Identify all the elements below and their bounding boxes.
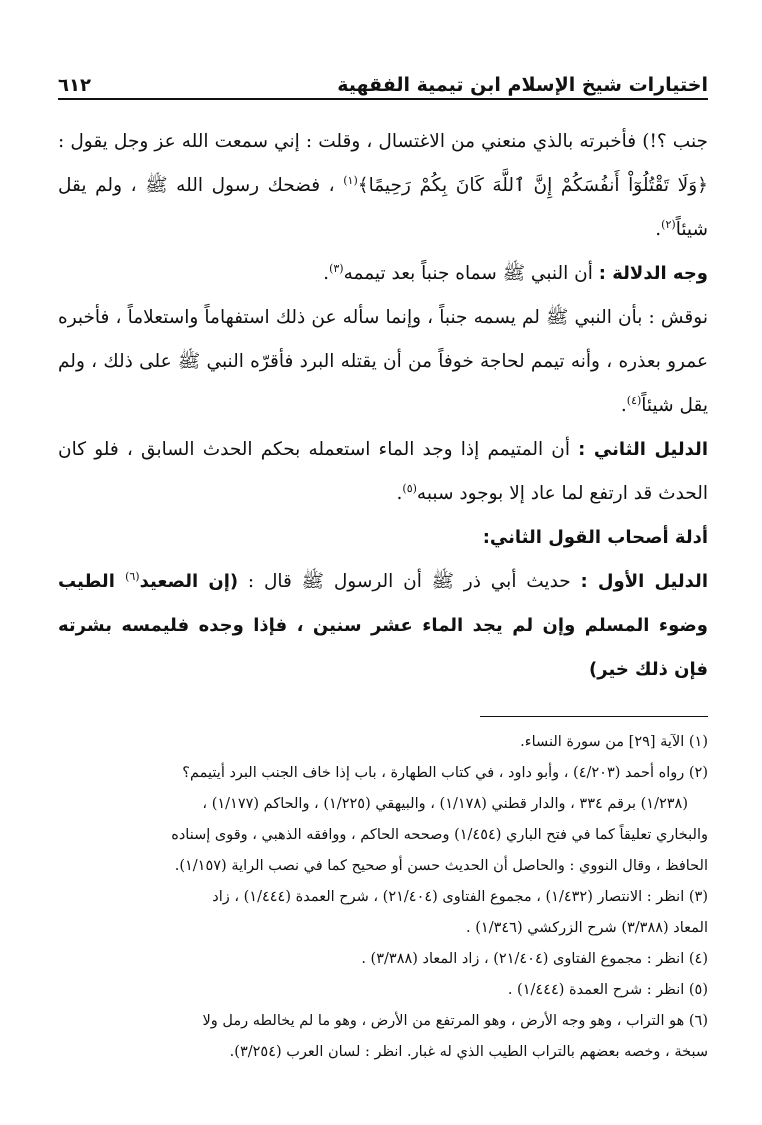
footnote-2-cont: الحافظ ، وقال النووي : والحاصل أن الحديث حسن أو صحيح كما في نصب الراية (١/١٥٧). xyxy=(174,858,708,874)
footnotes xyxy=(58,727,708,1068)
footnote-4: (٤) انظر : مجموع الفتاوى (٢١/٤٠٤) ، زاد المعاد (٣/٣٨٨) . xyxy=(361,951,708,967)
footnote-ref-2: (٢) xyxy=(661,217,676,231)
footnote-separator xyxy=(480,716,708,727)
footnote-6-cont: سبخة ، وخصه بعضهم بالتراب الطيب الذي له غبار. انظر : لسان العرب (٣/٢٥٤). xyxy=(229,1044,708,1060)
paragraph-first-proof xyxy=(58,560,708,692)
footnote-1: (١) الآية [٢٩] من سورة النساء. xyxy=(520,734,708,750)
paragraph-second-proof xyxy=(58,428,708,516)
label-first-proof: الدليل الأول : xyxy=(580,571,708,592)
label-second-proof: الدليل الثاني : xyxy=(578,439,708,460)
hadith-quote: (إن الصعيد xyxy=(139,571,239,592)
text-run: . xyxy=(655,219,662,240)
text-run: . xyxy=(620,395,627,416)
text-run: . xyxy=(396,483,403,504)
footnote-2: (٢) رواه أحمد (٤/٢٠٣) ، وأبو داود ، في كتاب الطهارة ، باب إذا خاف الجنب البرد أيتيمم؟ xyxy=(182,765,708,781)
footnote-ref-6: (٦) xyxy=(125,569,140,583)
footnote-ref-5: (٥) xyxy=(402,481,417,495)
text-run: ، فضحك رسول الله ﷺ ، ولم يقل شيئاً xyxy=(58,175,708,240)
section-heading: أدلة أصحاب القول الثاني: xyxy=(482,527,708,548)
paragraph-discussion xyxy=(58,296,708,428)
quran-verse: ﴿وَلَا تَقْتُلُوٓاْ أَنفُسَكُمْ إِنَّ ٱللَّهَ كَانَ بِكُمْ رَحِيمًا﴾ xyxy=(357,175,708,196)
text-run: حديث أبي ذر ﷺ أن الرسول ﷺ قال : xyxy=(238,571,581,592)
text-run: أن المتيمم إذا وجد الماء استعمله بحكم الحدث السابق ، فلو كان الحدث قد ارتفع لما عاد إلا بوجود سببه xyxy=(58,439,708,504)
text-run: جنب ؟!) فأخبرته بالذي منعني من الاغتسال ، وقلت : إني سمعت الله عز وجل يقول : xyxy=(58,131,708,152)
footnote-ref-4: (٤) xyxy=(626,393,642,407)
footnote-2-cont: والبخاري تعليقاً كما في فتح الباري (١/٤٥٤) وصححه الحاكم ، ووافقه الذهبي ، وقوى إسناده xyxy=(171,827,708,843)
main-text xyxy=(58,120,708,692)
book-page xyxy=(58,62,708,1068)
footnote-3: (٣) انظر : الانتصار (١/٤٣٢) ، مجموع الفتاوى (٢١/٤٠٤) ، شرح العمدة (١/٤٤٤) ، زاد xyxy=(212,889,708,905)
footnote-2-cont: (١/٢٣٨) برقم ٣٣٤ ، والدار قطني (١/١٧٨) ، والبيهقي (١/٢٢٥) ، والحاكم (١/١٧٧) ، xyxy=(202,796,688,812)
footnote-ref-3: (٣) xyxy=(329,261,344,275)
label-evidence-point: وجه الدلالة : xyxy=(598,263,708,284)
paragraph-hadith-end xyxy=(58,120,708,252)
text-run: نوقش : بأن النبي ﷺ لم يسمه جنباً ، وإنما سأله عن ذلك استفهاماً واستعلاماً ، فأخبره عمرو بعذره ، وأنه تيمم لحاجة خوفاً من أن يقتله البرد فأقرّه النبي ﷺ على ذلك ، ولم يقل شيئاً xyxy=(58,307,708,416)
footnote-6: (٦) هو التراب ، وهو وجه الأرض ، وهو المرتفع من الأرض ، وهو ما لم يخالطه رمل ولا xyxy=(202,1013,708,1029)
text-run: . xyxy=(323,263,330,284)
hadith-quote-cont: الطيب وضوء المسلم وإن لم يجد الماء عشر سنين ، فإذا وجده فليمسه بشرته فإن ذلك خير) xyxy=(58,571,708,680)
footnote-5: (٥) انظر : شرح العمدة (١/٤٤٤) . xyxy=(507,982,708,998)
page-number: ٦١٢ xyxy=(58,75,91,96)
running-header xyxy=(58,62,708,100)
text-run: أن النبي ﷺ سماه جنباً بعد تيممه xyxy=(343,263,599,284)
footnote-3-cont: المعاد (٣/٣٨٨) شرح الزركشي (١/٣٤٦) . xyxy=(466,920,708,936)
paragraph-evidence-point xyxy=(58,252,708,296)
running-title: اختيارات شيخ الإسلام ابن تيمية الفقهية xyxy=(337,74,708,96)
footnote-ref-1: (١) xyxy=(343,173,358,187)
